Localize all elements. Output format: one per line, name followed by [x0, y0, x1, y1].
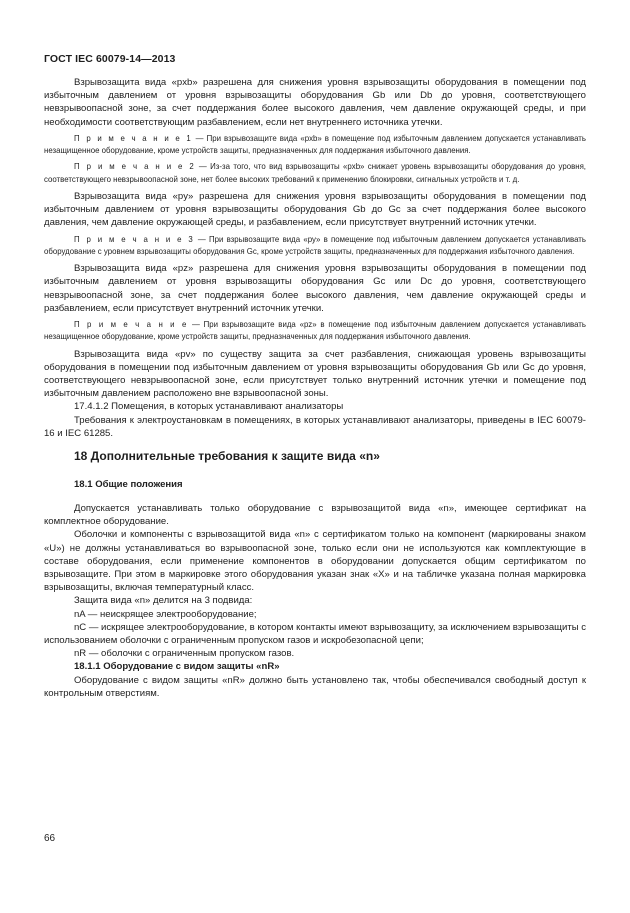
note-4-label: П р и м е ч а н и е	[74, 320, 189, 330]
section-18-1-heading: 18.1 Общие положения	[74, 479, 183, 491]
paragraph-18-1-c: Защита вида «n» делится на 3 подвида:	[74, 595, 253, 607]
paragraph-18-1-1: Оборудование с видом защиты «nR» должно быть установлено так, чтобы обеспечивался свободный доступ к контрольным отверстиям.	[44, 674, 586, 699]
paragraph-17-4-1-2: 17.4.1.2 Помещения, в которых устанавливают анализаторы	[74, 401, 344, 413]
note-3-label: П р и м е ч а н и е 3	[74, 234, 195, 244]
note-2-label: П р и м е ч а н и е 2	[74, 162, 196, 172]
paragraph-nA: nA — неискрящее электрооборудование;	[74, 608, 257, 620]
note-2	[44, 161, 586, 186]
note-1-label: П р и м е ч а н и е 1	[74, 133, 193, 143]
note-1-text: — При взрывозащите вида «pxb» в помещение под избыточным давлением допускается устанавливать незащищенное оборудование, кроме устройств защиты, предназначенных для поддержания избыточного давления.	[44, 133, 586, 156]
paragraph-nR: nR — оболочки с ограниченным пропуском газов.	[74, 648, 295, 660]
paragraph-nC: nC — искрящее электрооборудование, в котором контакты имеют взрывозащиту, за исключением взрывозащиты с использованием оболочки с ограниченным пропуском газов и искробезопасной цепи;	[44, 621, 587, 647]
paragraph-18-1-b: Оболочки и компоненты с взрывозащитой вида «n» с сертификатом только на компонент (маркированы знаком «U») не должны устанавливаться во взрывоопасной зоне, только если они не используются как комплектующие в составе оборудования, если применение компонентов в оборудовании допускается общим сертификатом по взрывозащите. При этом в маркировке этого оборудования указан знак «X» и на табличке указана полная маркировка взрывозащиты, включая температурный класс.	[44, 529, 586, 594]
note-4	[44, 319, 586, 344]
paragraph-analyzers: Требования к электроустановкам в помещениях, в которых устанавливают анализаторы, приведены в IEC 60079-16 и IEC 61285.	[44, 414, 586, 439]
running-header: ГОСТ IEC 60079-14—2013	[44, 53, 176, 65]
note-1	[44, 133, 586, 158]
paragraph-pv: Взрывозащита вида «pv» по существу защита за счет разбавления, снижающая уровень взрывозащиты оборудования в помещении под избыточным давлением от уровня взрывозащиты оборудования Gb или Gc до уровня, соответствующего невзрывоопасной зоне, если присутствует только внутренний источник утечки и помещение под избыточным давлением расположено вне взрывоопасной зоны.	[44, 348, 586, 400]
note-3-text: — При взрывозащите вида «py» в помещение под избыточным давлением допускается устанавливать оборудование с уровнем взрывозащиты оборудования Gc, кроме устройств защиты, предназначенных для поддержания избыточного давления.	[44, 234, 586, 256]
page-content	[44, 76, 586, 700]
page-number: 66	[44, 833, 56, 844]
paragraph-py: Взрывозащита вида «py» разрешена для снижения уровня взрывозащиты оборудования в помещении под избыточным давлением от уровня взрывозащиты оборудования Gb до Gc за счет поддержания более высокого давления, чем давление окружающей среды, и разбавлением, если присутствует внутренний источник утечки.	[44, 191, 586, 229]
note-2-text: — Из-за того, что вид взрывозащиты «pxb» снижает уровень взрывозащиты оборудования до уровня, соответствующего невзрывоопасной зоне, нет более высоких требований к применению блокировки, сигнальных устройств и т. д.	[44, 162, 586, 184]
note-3	[44, 234, 586, 259]
paragraph-pz: Взрывозащита вида «pz» разрешена для снижения уровня взрывозащиты оборудования в помещении под избыточным давлением от уровня взрывозащиты оборудования Gc или Dc до уровня, соответствующего невзрывоопасной зоне, за счет поддержания более высокого давления, чем давление окружающей среды и разбавлением, если присутствует внутренний источник утечки.	[44, 263, 586, 314]
paragraph-18-1-a: Допускается устанавливать только оборудование с взрывозащитой вида «n», имеющее сертификат на комплектное оборудование.	[44, 503, 586, 528]
paragraph-pxb: Взрывозащита вида «pxb» разрешена для снижения уровня взрывозащиты оборудования в помещении под избыточным давлением от уровня взрывозащиты оборудования Gb или Db до уровня, соответствующего невзрывоопасной зоне, за счет поддержания более высокого давления, чем давление окружающей среды, и при необходимости соответствующим разбавлением, если нет внутреннего источника утечки.	[44, 77, 586, 128]
note-4-text: — При взрывозащите вида «pz» в помещение под избыточным давлением допускается устанавливать незащищенное оборудование, кроме устройств защиты, предназначенных для поддержания избыточного давления.	[44, 320, 586, 342]
section-18-heading: 18 Дополнительные требования к защите вида «n»	[74, 449, 380, 464]
section-18-1-1-heading: 18.1.1 Оборудование с видом защиты «nR»	[74, 661, 280, 673]
